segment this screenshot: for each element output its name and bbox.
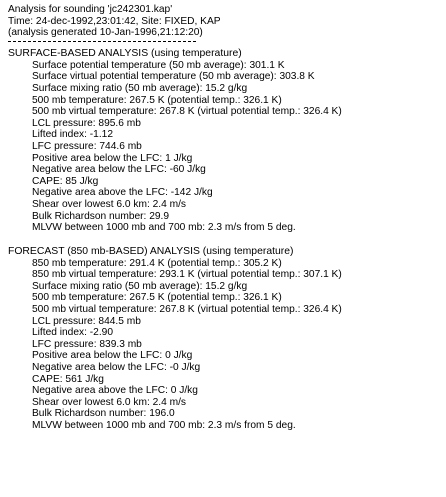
surface-line: Bulk Richardson number: 29.9 [32, 210, 170, 222]
surface-line: Lifted index: -1.12 [32, 129, 113, 141]
forecast-section-lines [8, 258, 442, 432]
forecast-line: Bulk Richardson number: 196.0 [32, 408, 175, 420]
surface-line: Surface potential temperature (50 mb average): 301.1 K [32, 59, 285, 71]
forecast-line: LFC pressure: 839.3 mb [32, 338, 142, 350]
forecast-line: Shear over lowest 6.0 km: 2.4 m/s [32, 396, 187, 408]
forecast-line: CAPE: 561 J/kg [32, 373, 104, 385]
surface-line: Surface virtual potential temperature (50 mb average): 303.8 K [32, 71, 315, 83]
surface-line: LCL pressure: 895.6 mb [32, 117, 141, 129]
header-generated-line: (analysis generated 10-Jan-1996,21:12:20) [8, 27, 203, 39]
forecast-line: Lifted index: -2.90 [32, 327, 113, 339]
surface-line: Shear over lowest 6.0 km: 2.4 m/s [32, 198, 187, 210]
forecast-line: 500 mb virtual temperature: 267.8 K (virtual potential temp.: 326.4 K) [32, 304, 342, 316]
surface-line: Negative area below the LFC: -60 J/kg [32, 164, 206, 176]
forecast-line: 850 mb virtual temperature: 293.1 K (virtual potential temp.: 307.1 K) [32, 269, 342, 281]
forecast-line: LCL pressure: 844.5 mb [32, 315, 141, 327]
header-divider [8, 39, 442, 47]
surface-section-title: SURFACE-BASED ANALYSIS (using temperature) [8, 47, 242, 59]
header-time-site-line: Time: 24-dec-1992,23:01:42, Site: FIXED, KAP [8, 15, 221, 27]
surface-line: Surface mixing ratio (50 mb average): 15.2 g/kg [32, 82, 248, 94]
surface-line: LFC pressure: 744.6 mb [32, 140, 142, 152]
forecast-line: 500 mb temperature: 267.5 K (potential temp.: 326.1 K) [32, 292, 282, 304]
surface-section-lines [8, 60, 442, 234]
surface-line: Negative area above the LFC: -142 J/kg [32, 187, 213, 199]
surface-line: CAPE: 85 J/kg [32, 175, 99, 187]
surface-line: Positive area below the LFC: 1 J/kg [32, 152, 193, 164]
header-sounding-line: Analysis for sounding 'jc242301.kap' [8, 4, 173, 15]
section-spacer [8, 234, 442, 245]
forecast-line: 850 mb temperature: 291.4 K (potential temp.: 305.2 K) [32, 257, 282, 269]
surface-line: MLVW between 1000 mb and 700 mb: 2.3 m/s from 5 deg. [32, 222, 296, 234]
surface-line: 500 mb virtual temperature: 267.8 K (virtual potential temp.: 326.4 K) [32, 106, 342, 118]
dashed-rule [8, 41, 196, 42]
forecast-section-title: FORECAST (850 mb-BASED) ANALYSIS (using temperature) [8, 245, 294, 257]
forecast-line: Negative area above the LFC: 0 J/kg [32, 385, 198, 397]
sounding-analysis-document [8, 4, 442, 432]
surface-line: 500 mb temperature: 267.5 K (potential temp.: 326.1 K) [32, 94, 282, 106]
forecast-line: Surface mixing ratio (50 mb average): 15.2 g/kg [32, 280, 248, 292]
forecast-line: MLVW between 1000 mb and 700 mb: 2.3 m/s from 5 deg. [32, 420, 296, 431]
forecast-line: Negative area below the LFC: -0 J/kg [32, 362, 201, 374]
forecast-line: Positive area below the LFC: 0 J/kg [32, 350, 193, 362]
